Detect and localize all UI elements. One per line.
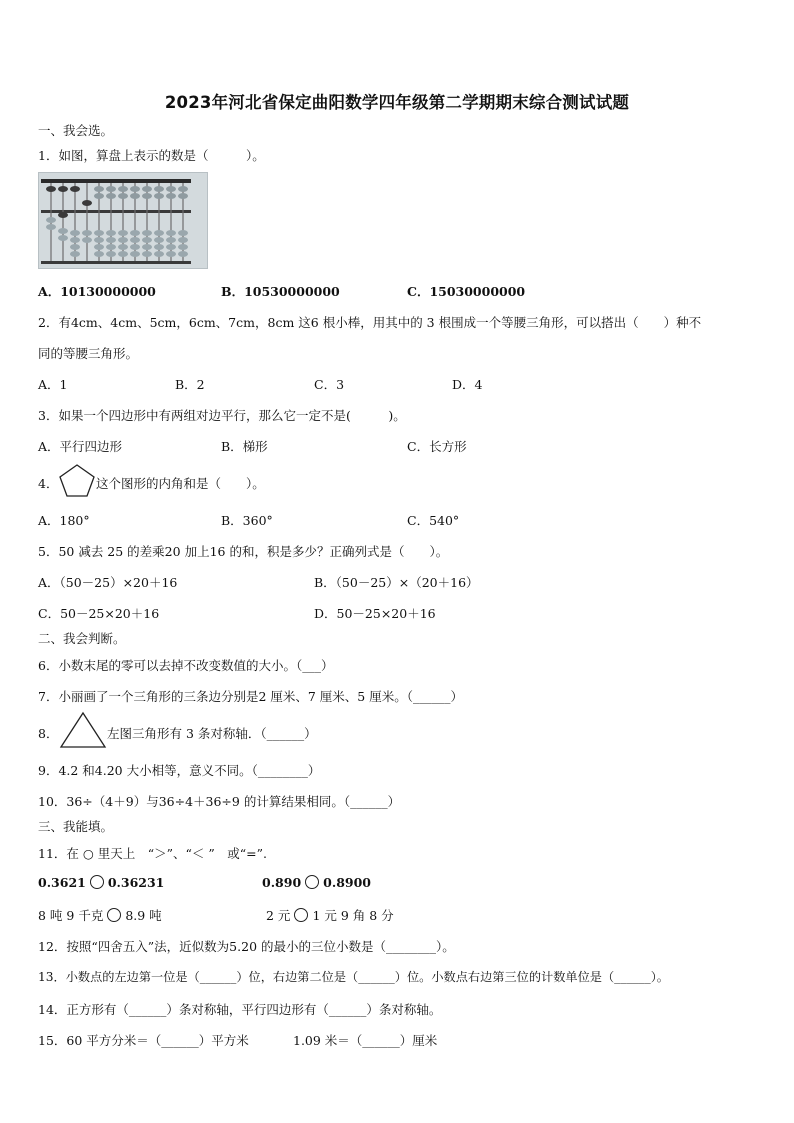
compare-left: 8 吨 9 千克	[38, 908, 104, 923]
question-1-option-b: B．10530000000	[221, 284, 340, 299]
abacus-image	[38, 172, 208, 269]
compare-circle[interactable]	[305, 875, 319, 889]
question-5-option-c: C．50－25×20＋16	[38, 606, 160, 621]
question-1-option-c: C．15030000000	[407, 284, 526, 299]
question-5-stem: 5．50 减去 25 的差乘20 加上16 的和，积是多少？正确列式是（ ）。	[38, 544, 449, 559]
compare-right: 0.8900	[323, 875, 371, 890]
compare-left: 0.890	[262, 875, 302, 890]
compare-right: 0.36231	[107, 875, 165, 890]
question-6: 6．小数末尾的零可以去掉不改变数值的大小。（___）	[38, 658, 334, 673]
question-5-option-b: B．（50－25）×（20＋16）	[314, 575, 479, 590]
triangle-figure	[59, 711, 107, 749]
compare-left: 0.3621	[38, 875, 86, 890]
question-3-stem: 3．如果一个四边形中有两组对边平行，那么它一定不是( )。	[38, 408, 406, 423]
page-title: 2023年河北省保定曲阳数学四年级第二学期期末综合测试试题	[164, 93, 630, 112]
question-4-stem: 这个图形的内角和是（ ）。	[96, 476, 265, 491]
question-8-stem: 左图三角形有 3 条对称轴．（______）	[107, 726, 317, 741]
compare-circle[interactable]	[294, 908, 308, 922]
question-13: 13．小数点的左边第一位是（______）位，右边第二位是（______）位。小数点右边第三位的计数单位是（______）。	[38, 970, 669, 984]
question-7: 7．小丽画了一个三角形的三条边分别是2 厘米、7 厘米、5 厘米。（______）	[38, 689, 463, 704]
question-2-option-d: D．4	[452, 377, 483, 392]
question-14: 14．正方形有（______）条对称轴，平行四边形有（______）条对称轴。	[38, 1002, 442, 1017]
question-15-part-a: 15．60 平方分米＝（______）平方米	[38, 1033, 249, 1048]
question-2-stem-line1: 2．有4cm、4cm、5cm，6cm、7cm，8cm 这6 根小棒，用其中的 3 根围成一个等腰三角形，可以搭出（ ）种不	[38, 315, 702, 330]
question-2-option-a: A．1	[38, 377, 68, 392]
question-5-option-d: D．50－25×20＋16	[314, 606, 436, 621]
compare-row-1a	[38, 875, 164, 890]
pentagon-figure	[58, 463, 96, 499]
question-8-number: 8．	[38, 726, 59, 741]
question-3-option-a: A．平行四边形	[38, 439, 123, 454]
section-heading-3: 三、我能填。	[38, 819, 114, 834]
section-heading-1: 一、我会选。	[38, 123, 114, 138]
compare-row-2a	[38, 906, 162, 924]
question-15-part-b: 1.09 米＝（______）厘米	[293, 1033, 438, 1048]
question-11-stem: 11．在 ○ 里天上 “＞”、“＜ ” 或“=”.	[38, 846, 268, 861]
compare-left: 2 元	[266, 908, 291, 923]
compare-row-2b	[266, 906, 394, 924]
question-2-option-b: B．2	[175, 377, 205, 392]
question-2-option-c: C．3	[314, 377, 345, 392]
question-4-option-a: A．180°	[38, 513, 90, 528]
question-2-stem-line2: 同的等腰三角形。	[38, 346, 139, 361]
abacus-drawing	[39, 173, 207, 268]
question-5-option-a: A．（50－25）×20＋16	[38, 575, 178, 590]
section-heading-2: 二、我会判断。	[38, 631, 126, 646]
compare-circle[interactable]	[90, 875, 104, 889]
question-3-option-b: B．梯形	[221, 439, 268, 454]
question-3-option-c: C．长方形	[407, 439, 467, 454]
question-1-option-a: A．10130000000	[38, 284, 156, 299]
question-1-stem: 1．如图，算盘上表示的数是（ ）。	[38, 148, 265, 163]
question-4-number: 4．	[38, 476, 59, 491]
compare-circle[interactable]	[107, 908, 121, 922]
question-12: 12．按照“四舍五入”法，近似数为5.20 的最小的三位小数是（________）。	[38, 939, 455, 954]
compare-right: 8.9 吨	[125, 908, 162, 923]
question-4-option-c: C．540°	[407, 513, 460, 528]
question-10: 10．36÷（4＋9）与36÷4＋36÷9 的计算结果相同。（______）	[38, 794, 401, 809]
compare-right: 1 元 9 角 8 分	[312, 908, 394, 923]
compare-row-1b	[262, 875, 371, 890]
question-4-option-b: B．360°	[221, 513, 273, 528]
question-9: 9．4.2 和4.20 大小相等，意义不同。（________）	[38, 763, 321, 778]
